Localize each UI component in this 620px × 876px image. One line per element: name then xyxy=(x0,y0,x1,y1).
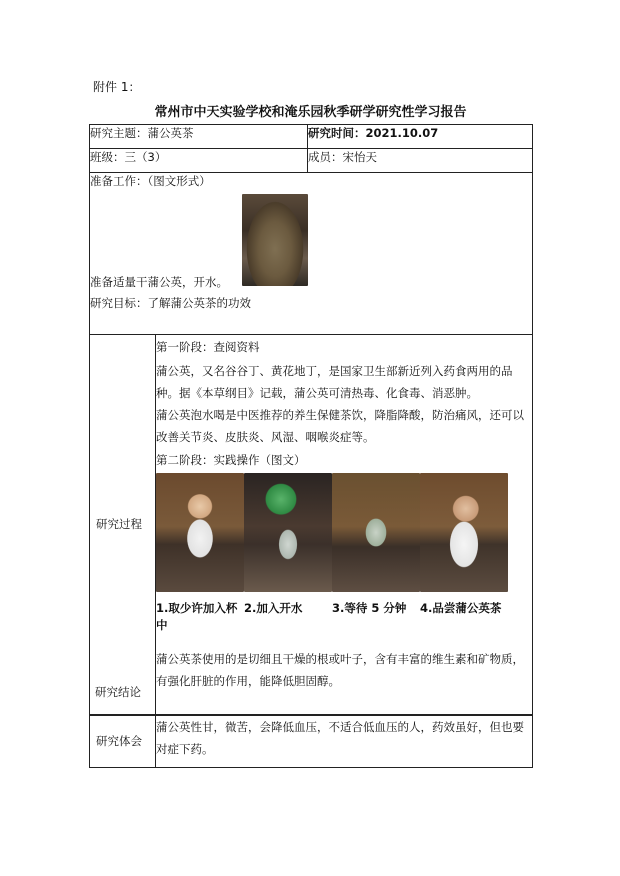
class-cell: 班级：三（3） xyxy=(90,149,308,173)
conclusion-text: 蒲公英茶使用的是切细且干燥的根或叶子，含有丰富的维生素和矿物质，有强化肝脏的作用，能降低胆固醇。 xyxy=(156,652,524,688)
prep-row xyxy=(90,173,533,335)
stage2-title: 第二阶段：实践操作（图文） xyxy=(156,453,306,467)
report-title: 常州市中天实验学校和淹乐园秋季研学研究性学习报告 xyxy=(154,105,467,120)
topic-cell: 研究主题：蒲公英茶 xyxy=(90,125,308,149)
step2-caption: 2.加入开水 xyxy=(244,601,303,615)
research-goal: 研究目标：了解蒲公英茶的功效 xyxy=(90,296,251,310)
report-table xyxy=(89,124,533,768)
prep-heading: 准备工作：（图文形式） xyxy=(90,174,211,188)
step4-photo xyxy=(420,473,508,592)
header-row-2 xyxy=(90,149,533,173)
step1-photo xyxy=(156,473,244,592)
experience-label: 研究体会 xyxy=(90,716,156,768)
member-cell: 成员：宋怡天 xyxy=(308,149,533,173)
process-cell xyxy=(156,335,533,715)
experience-text: 蒲公英性甘，微苦，会降低血压，不适合低血压的人，药效虽好，但也要对症下药。 xyxy=(156,716,533,768)
header-row-1 xyxy=(90,125,533,149)
stage1-text-1: 蒲公英，又名谷谷丁、黄花地丁，是国家卫生部新近列入药食两用的品种。据《本草纲目》记载，蒲公英可清热毒、化食毒、消恶肿。 xyxy=(156,364,513,400)
stage1-text-2: 蒲公英泡水喝是中医推荐的养生保健茶饮，降脂降酸，防治痛风，还可以改善关节炎、皮肤炎、风湿、咽喉炎症等。 xyxy=(156,408,524,444)
conclusion-label: 研究结论 xyxy=(95,685,141,699)
prep-cell xyxy=(90,173,533,335)
process-row xyxy=(90,335,533,715)
step2-photo xyxy=(244,473,332,592)
step1-caption: 1.取少许加入杯中 xyxy=(156,601,238,632)
step-captions xyxy=(156,600,532,634)
stage1-title: 第一阶段：查阅资料 xyxy=(156,340,260,354)
time-cell: 研究时间：2021.10.07 xyxy=(308,125,533,149)
process-label: 研究过程 xyxy=(90,335,156,715)
prep-text: 准备适量干蒲公英，开水。 xyxy=(90,275,228,289)
step4-caption: 4.品尝蒲公英茶 xyxy=(420,601,502,615)
dried-dandelion-photo xyxy=(242,194,308,286)
step3-caption: 3.等待 5 分钟 xyxy=(332,601,407,615)
practice-photos xyxy=(156,473,532,592)
step3-photo xyxy=(332,473,420,592)
experience-row xyxy=(90,716,533,768)
attachment-label: 附件 1： xyxy=(93,80,141,94)
